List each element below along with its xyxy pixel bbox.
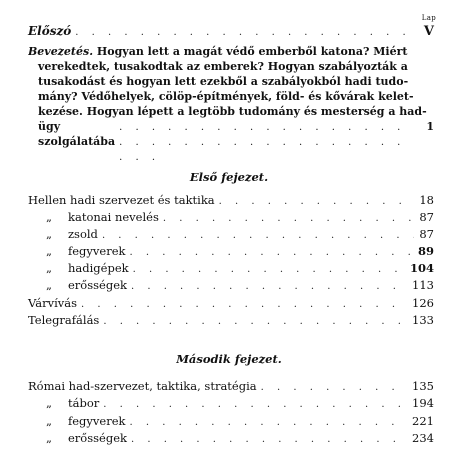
intro-last-line: [28, 119, 434, 165]
entry-label: erősségek: [68, 431, 127, 445]
dot-leader: [133, 264, 406, 275]
dot-leader: [163, 213, 414, 224]
ditto-mark: „: [46, 431, 52, 445]
toc-entry: [28, 193, 434, 207]
ditto-mark: „: [46, 396, 52, 410]
ditto-mark: „: [46, 244, 52, 258]
toc-entry: [28, 396, 434, 410]
entry-page: 113: [412, 278, 434, 292]
intro-line: kezése. Hogyan lépett a legtöbb tudomány és mesterség a had-: [38, 105, 427, 118]
dot-leader: [219, 196, 414, 207]
entry-label: katonai nevelés: [68, 210, 159, 224]
dot-leader: [130, 417, 409, 428]
toc-entry: [28, 296, 434, 310]
entry-label: Telegrafálás: [28, 313, 100, 327]
dot-leader: [81, 299, 408, 310]
toc-entry: [28, 210, 434, 224]
dot-leader: [131, 434, 408, 445]
chapter-heading: Második fejezet.: [176, 352, 282, 366]
dot-leader: [119, 120, 414, 165]
entry-label: tábor: [68, 396, 100, 410]
entry-page: 87: [419, 227, 434, 241]
ditto-mark: „: [46, 414, 52, 428]
intro-lead: Bevezetés.: [28, 45, 94, 58]
toc-entry-introduction: [28, 44, 434, 165]
ditto-mark: „: [46, 227, 52, 241]
intro-text: Hogyan lett a magát védő emberből katona? Miért: [96, 45, 408, 58]
entry-page: 234: [412, 431, 434, 445]
ditto-mark: „: [46, 210, 52, 224]
dot-leader: [103, 399, 408, 410]
dot-leader: [102, 230, 414, 241]
dot-leader: [130, 247, 414, 258]
intro-text: ügy szolgálatába: [38, 120, 116, 148]
toc-entry: [28, 227, 434, 241]
intro-line: tusakodást és hogyan lett ezekből a szabályokból hadi tudo-: [38, 75, 409, 88]
dot-leader: [131, 281, 408, 292]
entry-label: hadigépek: [68, 261, 129, 275]
entry-page: 135: [412, 379, 434, 393]
entry-label: Várvívás: [28, 296, 78, 310]
intro-line: verekedtek, tusakodtak az emberek? Hogyan szabályozták a: [38, 60, 408, 73]
entry-page: 18: [419, 193, 434, 207]
dot-leader: [261, 382, 408, 393]
entry-label: Hellen hadi szervezet és taktika: [28, 193, 215, 207]
toc-entry-preface: [28, 24, 434, 39]
entry-label: erősségek: [68, 278, 127, 292]
entry-page: 87: [419, 210, 434, 224]
toc-entry: [28, 261, 434, 275]
entry-label: zsold: [68, 227, 98, 241]
entry-label: fegyverek: [68, 244, 126, 258]
toc-entry: [28, 379, 434, 393]
chapter-heading: Első fejezet.: [189, 170, 269, 184]
toc-entry: [28, 414, 434, 428]
entry-page: V: [423, 24, 434, 39]
entry-label: Római had-szervezet, taktika, stratégia: [28, 379, 257, 393]
entry-label: fegyverek: [68, 414, 126, 428]
entry-page: 133: [412, 313, 434, 327]
toc-entry: [28, 244, 434, 258]
entry-page: 89: [417, 244, 434, 258]
toc-entry: [28, 278, 434, 292]
intro-line: [28, 44, 434, 59]
ditto-mark: „: [46, 278, 52, 292]
entry-page: 126: [412, 296, 434, 310]
entry-page: 194: [412, 396, 434, 410]
toc-entry: [28, 431, 434, 445]
dot-leader: [75, 27, 414, 38]
intro-line: mány? Védőhelyek, cölöp-építmények, föld- és kővárak kelet-: [38, 90, 414, 103]
entry-page: 104: [409, 261, 434, 275]
entry-page: 1: [426, 120, 434, 133]
ditto-mark: „: [46, 261, 52, 275]
entry-page: 221: [412, 414, 434, 428]
entry-label: Előszó: [28, 24, 72, 38]
page-column-header: Lap: [421, 14, 436, 22]
dot-leader: [103, 316, 408, 327]
toc-entry: [28, 313, 434, 327]
